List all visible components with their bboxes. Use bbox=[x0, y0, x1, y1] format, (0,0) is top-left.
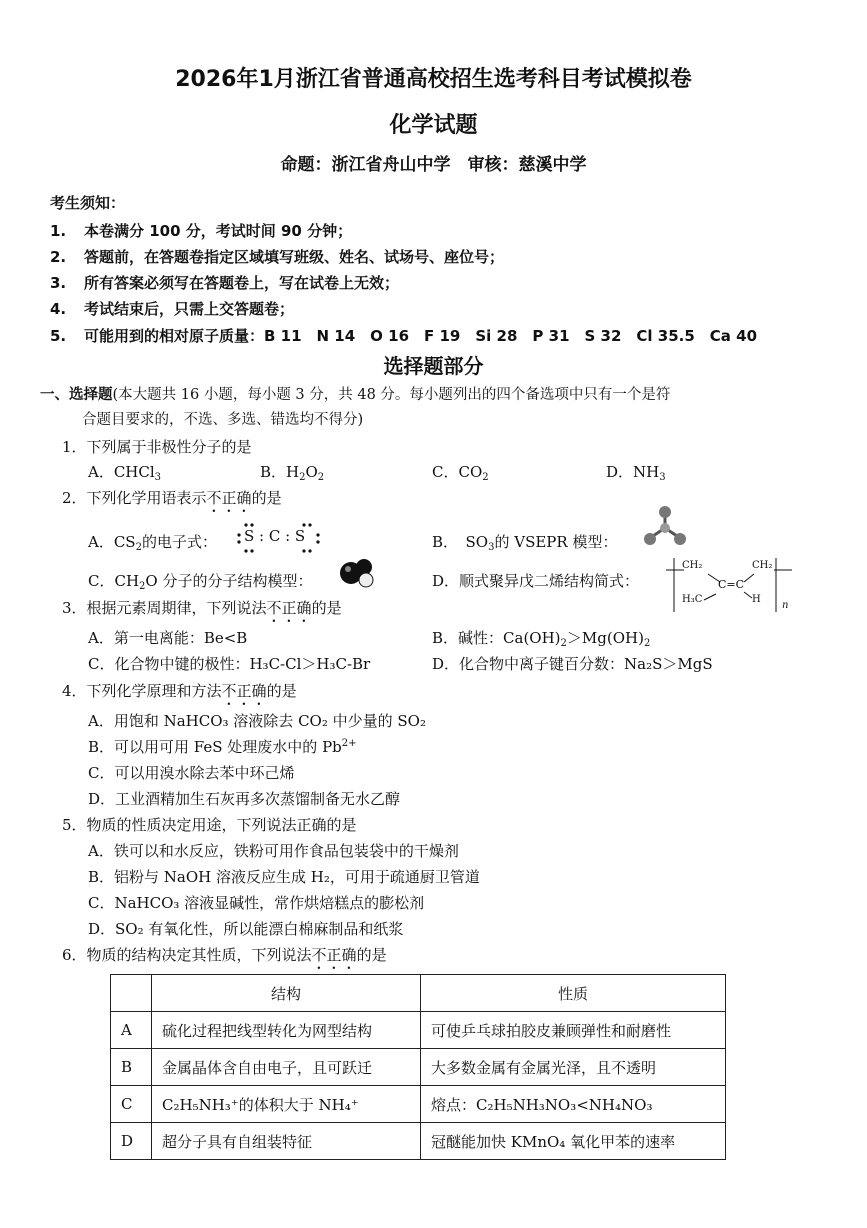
table-row bbox=[111, 1012, 726, 1049]
section-title: 选择题部分 bbox=[383, 354, 484, 378]
cs2-electron-formula bbox=[234, 520, 324, 554]
q5-option-d: D．SO₂ 有氧化性，所以能漂白棉麻制品和纸浆 bbox=[88, 920, 404, 938]
part-instructions: 一、选择题(本大题共 16 小题，每小题 3 分，共 48 分。每小题列出的四个备选项中只有一个是符 bbox=[40, 386, 671, 403]
cs2-formula-text: S : C : S bbox=[244, 527, 306, 545]
table-cell: B bbox=[111, 1049, 152, 1086]
q4-option-b: B．可以用可用 FeS 处理废水中的 $Pb^{2+}$ bbox=[88, 738, 357, 756]
q5-option-c: C．NaHCO₃ 溶液显碱性，常作烘焙糕点的膨松剂 bbox=[88, 894, 425, 912]
table-header-row bbox=[111, 975, 726, 1012]
table-cell: 超分子具有自组装特征 bbox=[152, 1123, 421, 1160]
q2-option-d: D．顺式聚异戊二烯结构简式： bbox=[432, 572, 640, 590]
h-label: H bbox=[752, 594, 761, 605]
repeat-n-label: n bbox=[782, 600, 789, 611]
q5-option-a: A．铁可以和水反应，铁粉可用作食品包装袋中的干燥剂 bbox=[88, 842, 459, 860]
table-cell: 硫化过程把线型转化为网型结构 bbox=[152, 1012, 421, 1049]
q1-option-c: C．$CO_2$ bbox=[432, 463, 489, 483]
table-row bbox=[111, 1049, 726, 1086]
ch2-left-label: CH₂ bbox=[682, 560, 703, 571]
question-3-stem: 3．根据元素周期律，下列说法不正确的是 bbox=[62, 599, 342, 617]
q1-option-d: D．$NH_3$ bbox=[606, 463, 666, 483]
q3-option-a: A．第一电离能：Be<B bbox=[88, 629, 248, 647]
q4-option-a: A．用饱和 NaHCO₃ 溶液除去 CO₂ 中少量的 SO₂ bbox=[88, 712, 426, 730]
table-cell: C bbox=[111, 1086, 152, 1123]
exam-authors: 命题：浙江省舟山中学 审核：慈溪中学 bbox=[280, 155, 587, 175]
table-row bbox=[111, 1086, 726, 1123]
table-row bbox=[111, 1123, 726, 1160]
table-header-cell: 结构 bbox=[152, 975, 421, 1012]
h3c-label: H₃C bbox=[682, 594, 703, 605]
table-cell: D bbox=[111, 1123, 152, 1160]
table-cell: 大多数金属有金属光泽，且不透明 bbox=[421, 1049, 726, 1086]
q3-option-b: B．碱性：$Ca(OH)_2>Mg(OH)_2$ bbox=[432, 629, 651, 649]
q5-option-b: B．铝粉与 NaOH 溶液反应生成 H₂，可用于疏通厨卫管道 bbox=[88, 868, 480, 886]
polyisoprene-structure bbox=[664, 556, 796, 616]
q4-option-d: D．工业酒精加生石灰再多次蒸馏制备无水乙醇 bbox=[88, 790, 401, 808]
question-6-stem: 6．物质的结构决定其性质，下列说法不正确的是 bbox=[62, 946, 387, 964]
question-1-stem: 1．下列属于非极性分子的是 bbox=[62, 438, 252, 456]
q2-option-a: A．$CS_2$的电子式： bbox=[88, 533, 217, 553]
notice-item: 4. 考试结束后，只需上交答题卷； bbox=[50, 300, 295, 318]
q2-option-b: B． $SO_3$的 VSEPR 模型： bbox=[432, 533, 618, 553]
q4-option-c: C．可以用溴水除去苯中环己烯 bbox=[88, 764, 295, 782]
notice-heading: 考生须知： bbox=[50, 194, 126, 212]
so3-vsepr-model-image bbox=[640, 504, 690, 552]
question-2-stem: 2．下列化学用语表示不正确的是 bbox=[62, 489, 282, 507]
table-cell: 可使乒乓球拍胶皮兼顾弹性和耐磨性 bbox=[421, 1012, 726, 1049]
notice-item: 1. 本卷满分 100 分，考试时间 90 分钟； bbox=[50, 222, 353, 240]
table-header-cell bbox=[111, 975, 152, 1012]
exam-subtitle: 化学试题 bbox=[389, 113, 478, 138]
table-cell: 金属晶体含自由电子，且可跃迁 bbox=[152, 1049, 421, 1086]
q3-option-c: C．化合物中键的极性：H₃C-Cl＞H₃C-Br bbox=[88, 655, 371, 673]
table-cell: 熔点：C₂H₅NH₃NO₃<NH₄NO₃ bbox=[421, 1086, 726, 1123]
q1-option-a: A．CHCl$_3$ bbox=[88, 463, 162, 483]
q1-option-b: B．$H_2O_2$ bbox=[260, 463, 325, 483]
notice-item: 3. 所有答案必须写在答题卷上，写在试卷上无效； bbox=[50, 274, 400, 292]
notice-item: 2. 答题前，在答题卷指定区域填写班级、姓名、试场号、座位号； bbox=[50, 248, 505, 266]
double-bond-label: C=C bbox=[718, 578, 745, 591]
question-5-stem: 5．物质的性质决定用途，下列说法正确的是 bbox=[62, 816, 357, 834]
question-4-stem: 4．下列化学原理和方法不正确的是 bbox=[62, 682, 297, 700]
table-cell: C₂H₅NH₃⁺的体积大于 NH₄⁺ bbox=[152, 1086, 421, 1123]
exam-title: 2026年1月浙江省普通高校招生选考科目考试模拟卷 bbox=[175, 67, 692, 92]
part-instructions-cont: 合题目要求的，不选、多选、错选均不得分) bbox=[82, 412, 364, 428]
table-cell: A bbox=[111, 1012, 152, 1049]
ch2o-model-image bbox=[336, 558, 380, 592]
notice-item: 5. 可能用到的相对原子质量：B 11 N 14 O 16 F 19 Si 28 P 31 S 32 Cl 35.5 Ca 40 bbox=[50, 327, 758, 345]
q3-option-d: D．化合物中离子键百分数：Na₂S＞MgS bbox=[432, 655, 713, 673]
table-cell: 冠醚能加快 KMnO₄ 氧化甲苯的速率 bbox=[421, 1123, 726, 1160]
table-header-cell: 性质 bbox=[421, 975, 726, 1012]
q2-option-c: C．$CH_2O$ 分子的分子结构模型： bbox=[88, 572, 313, 592]
q6-structure-property-table bbox=[110, 974, 726, 1160]
ch2-right-label: CH₂ bbox=[752, 560, 773, 571]
